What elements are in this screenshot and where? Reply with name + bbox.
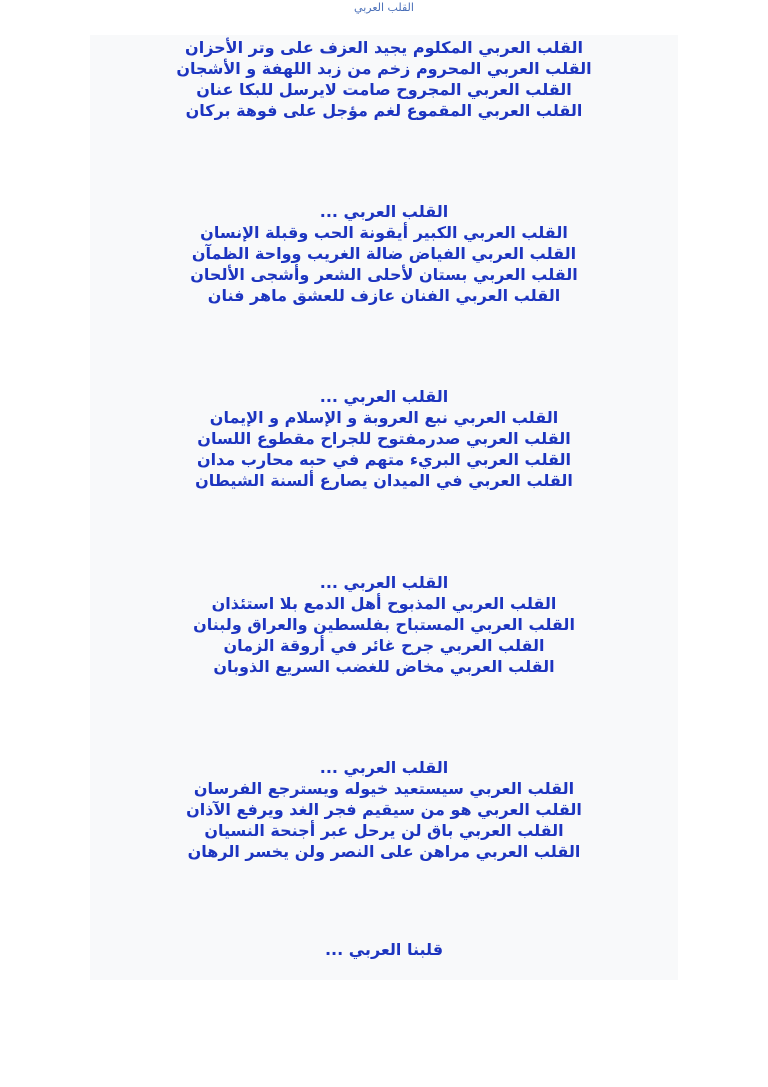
- poem-panel: [90, 35, 678, 980]
- stanza-heading: القلب العربي ...: [319, 202, 449, 221]
- stanza-line: القلب العربي الكبير أيقونة الحب وقبلة الإنسان: [200, 223, 568, 242]
- stanza-line: القلب العربي الفياض ضالة الغريب وواحة الظمآن: [191, 244, 577, 263]
- stanza-line: القلب العربي المكلوم يجيد العزف على وتر الأحزان: [185, 38, 583, 57]
- stanza-4: [90, 572, 678, 677]
- document-title: القلب العربي: [354, 1, 414, 14]
- stanza-line: القلب العربي المقموع لغم مؤجل على فوهة بركان: [185, 101, 583, 120]
- stanza-line: القلب العربي نبع العروبة و الإسلام و الإيمان: [209, 408, 559, 427]
- stanza-line: القلب العربي المجروح صامت لايرسل للبكا عنان: [196, 80, 572, 99]
- closing-line: قلبنا العربي ...: [324, 940, 444, 959]
- stanza-heading: القلب العربي ...: [319, 573, 449, 592]
- stanza-line: القلب العربي باق لن يرحل عبر أجنحة النسيان: [204, 821, 564, 840]
- stanza-3: [90, 386, 678, 491]
- stanza-line: القلب العربي المحروم زخم من زبد اللهفة و الأشجان: [176, 59, 592, 78]
- stanza-line: القلب العربي جرح غائر في أروقة الزمان: [223, 636, 545, 655]
- stanza-heading: القلب العربي ...: [319, 387, 449, 406]
- stanza-line: القلب العربي صدرمفتوح للجراح مقطوع اللسان: [197, 429, 571, 448]
- stanza-1: [90, 37, 678, 121]
- stanza-heading: القلب العربي ...: [319, 758, 449, 777]
- stanza-line: القلب العربي مراهن على النصر ولن يخسر الرهان: [187, 842, 581, 861]
- stanza-line: القلب العربي البريء متهم في حبه محارب مدان: [197, 450, 571, 469]
- stanza-line: القلب العربي بستان لأحلى الشعر وأشجى الألحان: [190, 265, 578, 284]
- stanza-line: القلب العربي في الميدان يصارع ألسنة الشيطان: [195, 471, 573, 490]
- stanza-line: القلب العربي سيستعيد خيوله ويسترجع الفرسان: [193, 779, 575, 798]
- stanza-line: القلب العربي مخاض للغضب السريع الذوبان: [213, 657, 555, 676]
- stanza-2: [90, 201, 678, 306]
- stanza-5: [90, 757, 678, 862]
- stanza-line: القلب العربي المذبوح أهل الدمع بلا استئذان: [211, 594, 557, 613]
- stanza-line: القلب العربي المستباح بفلسطين والعراق ولبنان: [193, 615, 575, 634]
- stanza-line: القلب العربي الفنان عازف للعشق ماهر فنان: [207, 286, 561, 305]
- stanza-line: القلب العربي هو من سيقيم فجر الغد ويرفع الآذان: [186, 800, 582, 819]
